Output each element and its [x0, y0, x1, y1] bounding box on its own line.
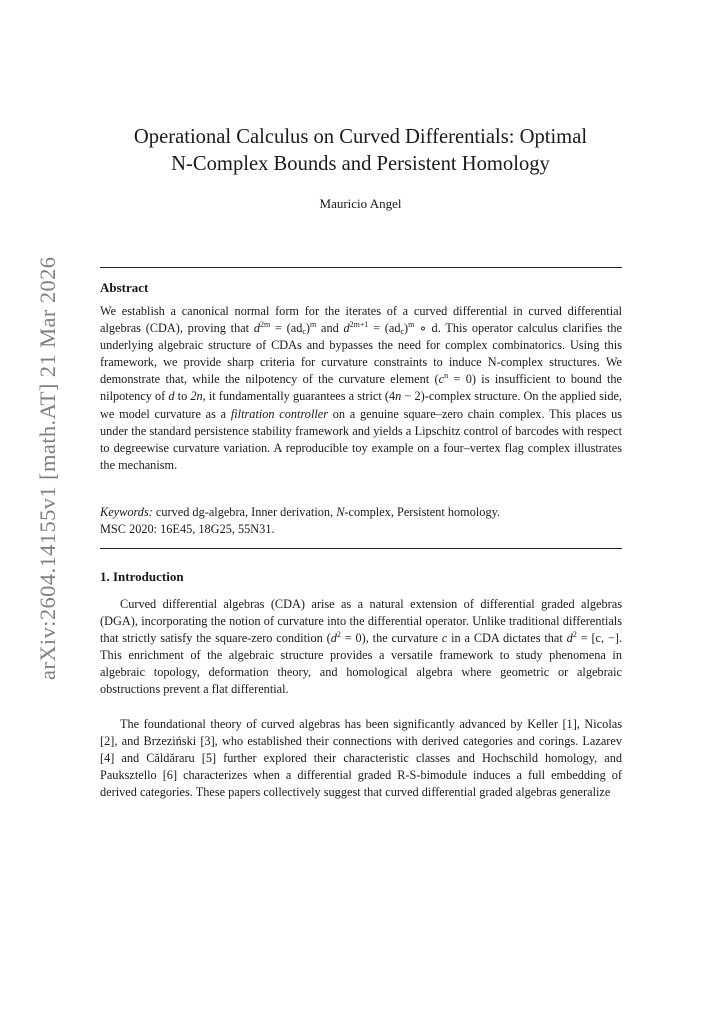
msc-line: MSC 2020: 16E45, 18G25, 55N31.: [100, 522, 275, 536]
math-text: = (ad: [368, 321, 401, 336]
intro-text: This enrichment of the algebraic structure provides a versatile framework to study phenomena in algebraic topology, deformation theory, and homological algebra where geometric or algebraic obstructions prevent a flat differential.: [100, 648, 622, 697]
abstract-text: − 2)-complex structure. On the applied side, we model curvature as a: [100, 389, 622, 421]
intro-paragraph-1: [100, 596, 622, 699]
keywords-text: curved dg-algebra, Inner derivation,: [152, 505, 337, 519]
math-text: = 0: [448, 372, 472, 387]
math-sup: 2m+1: [349, 320, 369, 330]
math-n: n: [395, 389, 402, 404]
math-sup: n: [444, 371, 449, 381]
abstract-bottom-rule: [100, 548, 622, 549]
math-sub: c: [400, 327, 405, 337]
math-sup: 2: [572, 630, 577, 640]
math-d: d: [253, 321, 260, 336]
math-d: d: [168, 389, 175, 404]
math-c: c: [438, 372, 445, 387]
math-text: ): [404, 321, 409, 336]
math-sub: c: [302, 327, 306, 337]
math-sup: 2: [336, 630, 341, 640]
keywords-text: -complex, Persistent homology.: [344, 505, 501, 519]
math-2n: 2n: [190, 389, 203, 404]
intro-text: = 0), the curvature: [340, 631, 442, 646]
math-text: = (ad: [270, 321, 303, 336]
math-n: N: [336, 505, 345, 519]
emphasis-filtration-controller: filtration controller: [230, 406, 329, 421]
author-name: Mauricio Angel: [319, 196, 402, 211]
abstract-text: and: [316, 321, 344, 336]
math-text: = [c, −].: [576, 631, 623, 646]
intro-text: in a CDA dictates that: [447, 631, 567, 646]
math-d: d: [330, 631, 337, 646]
abstract-heading: Abstract: [100, 280, 149, 295]
title-line-2: N-Complex Bounds and Persistent Homology: [171, 153, 550, 175]
paper-title: [100, 124, 621, 178]
title-line-1: Operational Calculus on Curved Differentials: Optimal: [133, 126, 588, 148]
abstract-text: This operator calculus clarifies the underlying algebraic structure of CDAs and bypasses the need for complex combinatorics. Using this framework, we provide sharp criteria for curvature constraints to induce N-complex structures. We demonstrate that, while the nilpotency of the curvature element (: [100, 321, 622, 387]
abstract-text: on a genuine square–zero chain complex. This places us under the standard persistence stability framework and yields a Lipschitz control of barcodes with respect to degreewise curvature variation. A reproducible toy example on a four–vertex flag complex illustrates the mechanism.: [100, 406, 623, 472]
intro-paragraph-2: The foundational theory of curved algebras has been significantly advanced by Keller [1], Nicolas [2], and Brzeziński [3], who established their connections with derived categories and corings. Lazarev [4] and Căldăraru [5] further explored their characteristic classes and Hochschild homology, and Pauksztello [6] characterizes when a differential graded R-S-bimodule induces a full embedding of derived categories. These papers collectively suggest that curved differential graded algebras generalize: [100, 717, 622, 800]
math-d: d: [566, 631, 573, 646]
abstract-text: , it fundamentally guarantees a strict (4: [202, 389, 396, 404]
math-c: c: [441, 631, 448, 646]
abstract-top-rule: [100, 267, 622, 268]
abstract-text: to: [174, 389, 191, 404]
keywords-label: Keywords:: [100, 505, 153, 519]
section-heading-introduction: 1. Introduction: [100, 569, 184, 584]
abstract-text: We establish a canonical normal form for the iterates of a curved differential in curved differential algebras (CDA), proving that: [100, 304, 622, 336]
math-text: ): [305, 321, 311, 336]
abstract-text: ) is insufficient to bound the nilpotency of: [100, 372, 622, 404]
abstract-body: [100, 303, 622, 474]
math-sup: 2m: [260, 320, 271, 330]
keywords-line: [100, 504, 622, 521]
math-sup: m: [310, 320, 317, 330]
math-text: ∘ d.: [414, 321, 441, 336]
arxiv-side-stamp: arXiv:2604.14155v1 [math.AT] 21 Mar 2026: [35, 256, 60, 680]
math-d: d: [343, 321, 350, 336]
math-sup: m: [408, 320, 415, 330]
intro-text: Curved differential algebras (CDA) arise as a natural extension of differential graded algebras (DGA), incorporating the notion of curvature into the differential operator. Unlike traditional differentials that strictly satisfy the square-zero condition (: [100, 597, 622, 646]
